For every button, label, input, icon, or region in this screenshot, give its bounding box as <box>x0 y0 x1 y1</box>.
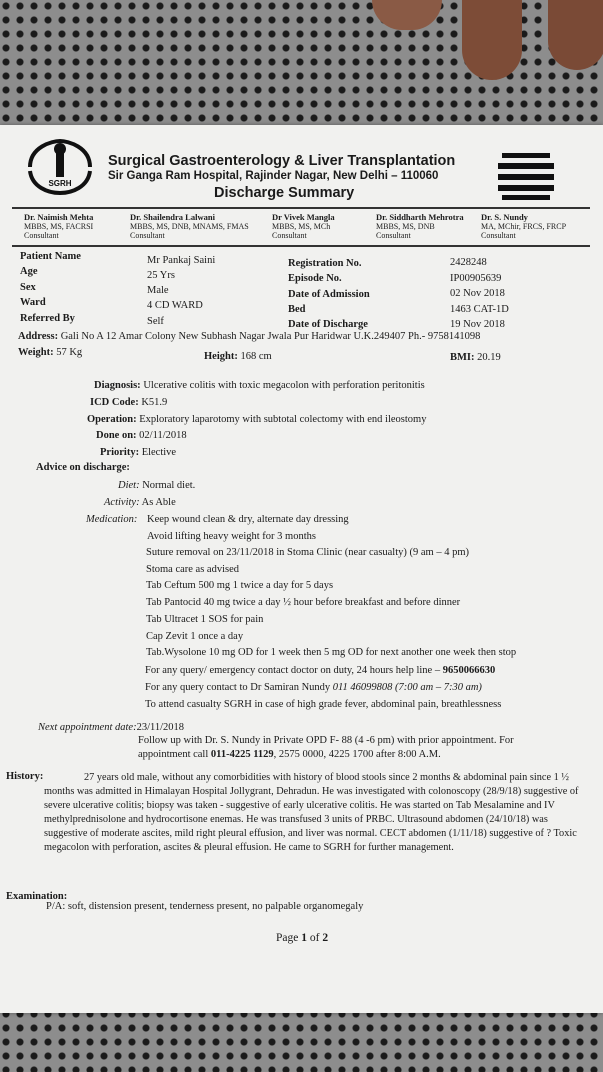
doctor-2: Dr. Shailendra Lalwani MBBS, MS, DNB, MNAMS, FMAS Consultant <box>130 212 249 240</box>
bed-value: 1463 CAT-1D <box>450 304 509 315</box>
operation-line: Operation: Exploratory laparotomy with subtotal colectomy with end ileostomy <box>87 414 427 425</box>
doctor-4: Dr. Siddharth Mehrotra MBBS, MS, DNB Consultant <box>376 212 464 240</box>
doctor-divider <box>12 245 590 247</box>
address-line: Address: Gali No A 12 Amar Colony New Subhash Nagar Jwala Pur Haridwar U.K.249407 Ph.- 9758141098 <box>18 331 481 342</box>
bed-label: Bed <box>288 304 306 315</box>
registration-label: Registration No. <box>288 258 362 269</box>
diet-line: Diet: Normal diet. <box>118 480 196 491</box>
ward-value: 4 CD WARD <box>147 300 203 311</box>
patient-name: Mr Pankaj Saini <box>147 255 216 266</box>
discharge-label: Date of Discharge <box>288 319 368 330</box>
advice-heading: Advice on discharge: <box>36 462 130 473</box>
medication-label: Medication: <box>86 514 138 525</box>
next-appointment-label: Next appointment date:23/11/2018 <box>38 722 185 733</box>
advice-item: Cap Zevit 1 once a day <box>146 631 244 642</box>
attend-line: To attend casualty SGRH in case of high grade fever, abdominal pain, breathlessness <box>145 699 502 710</box>
emergency-line: For any query/ emergency contact doctor on duty, 24 hours help line – 9650066630 <box>145 665 496 676</box>
hospital-address: Sir Ganga Ram Hospital, Rajinder Nagar, New Delhi – 110060 <box>108 170 439 182</box>
doctor-1: Dr. Naimish Mehta MBBS, MS, FACRSI Consultant <box>24 212 94 240</box>
advice-item: Tab Pantocid 40 mg twice a day ½ hour before breakfast and before dinner <box>146 597 461 608</box>
advice-item: Keep wound clean & dry, alternate day dressing <box>147 514 349 525</box>
age-value: 25 Yrs <box>147 270 175 281</box>
doctor-5: Dr. S. Nundy MA, MChir, FRCS, FRCP Consultant <box>481 212 567 240</box>
referred-label: Referred By <box>20 313 75 324</box>
registration-value: 2428248 <box>450 257 487 268</box>
activity-line: Activity: As Able <box>104 497 176 508</box>
query-line: For any query contact to Dr Samiran Nundy 011 46099808 (7:00 am – 7:30 am) <box>145 682 482 693</box>
advice-item: Suture removal on 23/11/2018 in Stoma Clinic (near casualty) (9 am – 4 pm) <box>146 547 470 558</box>
examination-text: P/A: soft, distension present, tenderness present, no palpable organomegaly <box>46 901 364 912</box>
examination-label: Examination: <box>6 891 68 902</box>
discharge-summary-page <box>0 125 603 1013</box>
ward-label: Ward <box>20 297 46 308</box>
history-text: 27 years old male, without any comorbidities with history of blood stools since 2 months & abdominal pain since 1 ½ months was admitted in Himalayan Hospital Jollygrant, Dehradun. He was investigated with colonoscopy (28/9/18) suggestive of severe ulcerative colitis; biopsy was taken - suggestive of early ulcerative colitis. He was started on Tab Mesalamine and IV methylprednisolone and hydrocortisone enemas. He was transfused 3 units of PRBC. Ultrasound abdomen (24/10/18) was suggestive of moderate ascites, mild right pleural effusion, and liver was normal. CECT abdomen (1/11/18) suggestive of ? Toxic megacolon with perforation, ascites & pleural effusion. He came to SGRH for further management. <box>44 772 579 853</box>
icd-line: ICD Code: K51.9 <box>90 397 168 408</box>
history-label: History: <box>6 771 44 782</box>
discharge-value: 19 Nov 2018 <box>450 319 505 330</box>
advice-item: Stoma care as advised <box>146 564 240 575</box>
finger <box>548 0 603 70</box>
priority-line: Priority: Elective <box>100 447 177 458</box>
height-line: Height: 168 cm <box>204 351 272 362</box>
sex-label: Sex <box>20 282 36 293</box>
patient-name-label: Patient Name <box>20 251 81 262</box>
episode-value: IP00905639 <box>450 273 502 284</box>
admission-value: 02 Nov 2018 <box>450 288 505 299</box>
age-label: Age <box>20 266 38 277</box>
department-title: Surgical Gastroenterology & Liver Transplantation <box>108 153 456 169</box>
diagnosis-line: Diagnosis: Ulcerative colitis with toxic megacolon with perforation peritonitis <box>94 380 425 391</box>
finger <box>372 0 442 30</box>
striped-logo-icon <box>498 147 554 203</box>
advice-item: Tab.Wysolone 10 mg OD for 1 week then 5 mg OD for next another one week then stop <box>146 647 517 658</box>
bmi-line: BMI: 20.19 <box>450 352 501 363</box>
doctor-3: Dr Vivek Mangla MBBS, MS, MCh Consultant <box>272 212 335 240</box>
follow-up-line: Follow up with Dr. S. Nundy in Private OPD F- 88 (4 -6 pm) with prior appointment. For <box>138 735 514 746</box>
page-number: Page 1 of 2 <box>276 932 329 944</box>
referred-value: Self <box>147 316 164 327</box>
advice-item: Avoid lifting heavy weight for 3 months <box>147 531 316 542</box>
episode-label: Episode No. <box>288 273 342 284</box>
advice-item: Tab Ultracet 1 SOS for pain <box>146 614 264 625</box>
done-line: Done on: 02/11/2018 <box>96 430 187 441</box>
logo-text: SGRH <box>48 179 72 188</box>
sgrh-logo-icon <box>22 137 98 197</box>
header-divider <box>12 207 590 209</box>
sex-value: Male <box>147 285 169 296</box>
appointment-call-line: appointment call 011-4225 1129, 2575 0000, 4225 1700 after 8:00 A.M. <box>138 749 441 760</box>
finger <box>462 0 522 80</box>
admission-label: Date of Admission <box>288 289 370 300</box>
weight-line: Weight: 57 Kg <box>18 347 83 358</box>
document-title: Discharge Summary <box>214 185 355 201</box>
advice-item: Tab Ceftum 500 mg 1 twice a day for 5 days <box>146 580 334 591</box>
